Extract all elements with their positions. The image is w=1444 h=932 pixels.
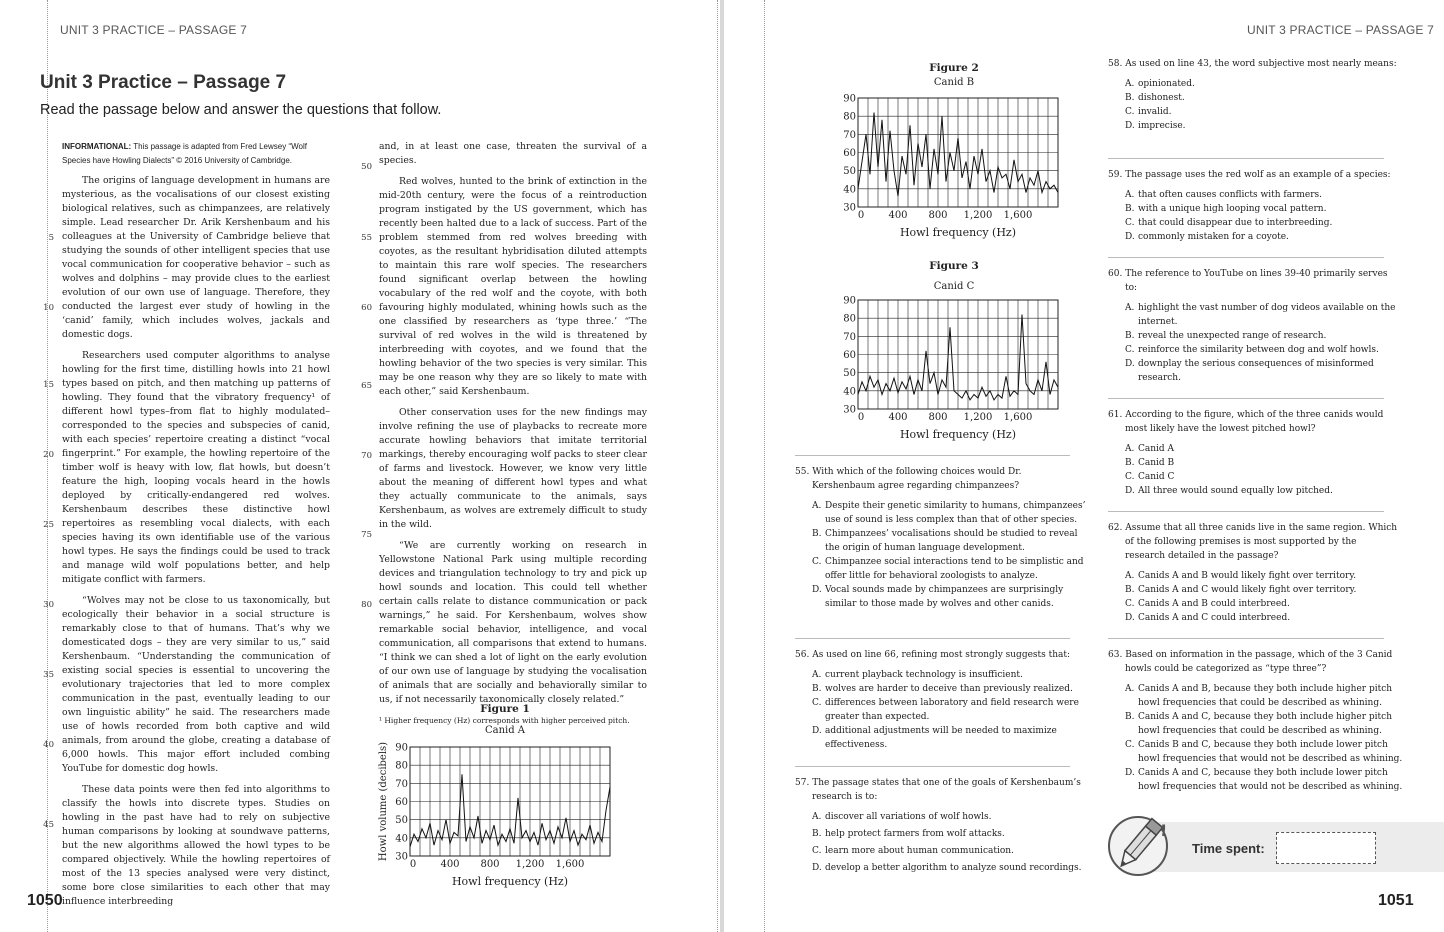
line-number: 70 bbox=[361, 451, 372, 461]
option-letter: C. bbox=[1125, 218, 1135, 228]
question-60 bbox=[1108, 267, 1398, 385]
line-number: 75 bbox=[361, 530, 372, 540]
option-letter: A. bbox=[1125, 303, 1135, 313]
option-letter: D. bbox=[1125, 359, 1135, 369]
figure-subtitle: Canid A bbox=[484, 725, 526, 736]
source-label: INFORMATIONAL: bbox=[62, 142, 132, 151]
figure-1 bbox=[375, 703, 635, 893]
divider bbox=[1108, 398, 1384, 399]
option-text: wolves are harder to deceive than previously realized. bbox=[825, 684, 1073, 694]
question-number: 58. bbox=[1108, 59, 1123, 69]
question-55 bbox=[795, 465, 1087, 611]
option-letter: C. bbox=[812, 846, 822, 856]
option-text: Canids A and C could interbreed. bbox=[1138, 613, 1291, 623]
question-number: 60. bbox=[1108, 269, 1123, 279]
option-text: differences between laboratory and field research were greater than expected. bbox=[825, 698, 1079, 722]
x-tick-label: 0 bbox=[857, 412, 865, 423]
option-text: highlight the vast number of dog videos available on the internet. bbox=[1138, 303, 1396, 327]
option-text: help protect farmers from wolf attacks. bbox=[825, 829, 1005, 839]
answer-option[interactable] bbox=[1108, 301, 1398, 329]
option-letter: C. bbox=[1125, 599, 1135, 609]
answer-option[interactable] bbox=[1108, 456, 1398, 470]
question-stem bbox=[795, 776, 1095, 804]
y-tick-label: 50 bbox=[843, 166, 856, 178]
line-number: 25 bbox=[43, 520, 54, 530]
answer-option[interactable] bbox=[1108, 710, 1404, 738]
option-text: Canid C bbox=[1138, 472, 1175, 482]
option-letter: C. bbox=[1125, 740, 1135, 750]
question-text: As used on line 43, the word subjective most nearly means: bbox=[1125, 59, 1397, 69]
option-text: Canids A and B, because they both include higher pitch howl frequencies that could be described as whining. bbox=[1138, 684, 1393, 708]
option-letter: A. bbox=[1125, 571, 1135, 581]
option-letter: C. bbox=[1125, 472, 1135, 482]
option-letter: D. bbox=[1125, 613, 1135, 623]
answer-option[interactable] bbox=[1108, 611, 1398, 625]
answer-option[interactable] bbox=[1108, 738, 1404, 766]
question-stem bbox=[795, 465, 1087, 493]
question-text: Assume that all three canids live in the same region. Which of the following premises is most supported by the research detailed in the passage? bbox=[1125, 523, 1398, 561]
y-tick-label: 70 bbox=[395, 778, 408, 790]
margin-guide bbox=[764, 0, 765, 932]
time-spent-label: Time spent: bbox=[1192, 841, 1265, 856]
figure-1-chart bbox=[375, 703, 635, 893]
question-59 bbox=[1108, 168, 1398, 244]
option-letter: B. bbox=[1125, 585, 1135, 595]
answer-option[interactable] bbox=[1108, 597, 1398, 611]
option-text: Canids A and B would likely fight over territory. bbox=[1138, 571, 1357, 581]
passage-paragraph: The origins of language development in humans are mysterious, as the vocalisations of our closest existing biological relatives, such as chimpanzees, are relatively simple. Lead researcher Dr. Arik Kershenbaum and his colleagues at the University of Cambridge believe that studying the sounds of other intelligent species that use vocal communication for cooperative behavior – such as wolves and dolphins – may provide clues to the earliest evolution of our own use of language. Therefore, they conducted the largest ever study of howling in the ‘canid’ family, which includes wolves, jackals and domestic dogs. bbox=[62, 175, 330, 340]
question-stem bbox=[1108, 267, 1398, 295]
x-tick-label: 1,200 bbox=[963, 210, 993, 221]
question-56 bbox=[795, 648, 1087, 752]
answer-option[interactable] bbox=[1108, 230, 1398, 244]
question-57 bbox=[795, 776, 1095, 875]
pencil-icon bbox=[1104, 812, 1174, 878]
question-63 bbox=[1108, 648, 1404, 794]
passage-paragraph: Red wolves, hunted to the brink of extinction in the mid-20th century, were the focus of a reintroduction program instigated by the US government, which has recently been halted due to a lack of success. Part of the problem stemmed from red wolves breeding with coyotes, as the resultant hybridisation diluted attempts to maintain this rare wolf species. The researchers found significant overlap between the howling vocabulary of the red wolf and the coyote, with both favouring highly modulated, whining howls such as the one classified by researchers as ‘type three.’ “The survival of red wolves in the wild is threatened by interbreeding with coyotes, and we found that the howling behavior of the two species is very similar. This may be one reason why they are so likely to mate with each other,” said Kershenbaum. bbox=[379, 176, 647, 397]
answer-option[interactable] bbox=[1108, 484, 1398, 498]
divider bbox=[795, 766, 1070, 767]
option-letter: B. bbox=[812, 829, 822, 839]
answer-option[interactable] bbox=[1108, 357, 1398, 385]
answer-option[interactable] bbox=[1108, 188, 1398, 202]
passage-column-1 bbox=[62, 140, 330, 916]
option-letter: C. bbox=[1125, 345, 1135, 355]
answer-option[interactable] bbox=[1108, 119, 1398, 133]
divider bbox=[1108, 638, 1384, 639]
option-text: dishonest. bbox=[1138, 93, 1185, 103]
answer-option[interactable] bbox=[795, 861, 1095, 875]
passage-paragraph: “Wolves may not be close to us taxonomically, but ecologically their behavior in a social structure is remarkably close to that of humans. That’s why we domesticated dogs – they are very similar to us,” said Kershenbaum. “Understanding the communication of existing social species is essential to uncovering the evolutionary trajectories that led to more complex communication in the past, eventually leading to our own linguistic ability” he said. The researchers made use of howls recorded from both captive and wild animals, from around the globe, creating a database of 6,000 howls. This major effort included combing YouTube for domestic dog howls. bbox=[62, 595, 330, 774]
question-number: 62. bbox=[1108, 523, 1123, 533]
option-letter: A. bbox=[812, 812, 822, 822]
divider bbox=[795, 638, 1070, 639]
instruction-text: Read the passage below and answer the questions that follow. bbox=[40, 102, 442, 118]
x-axis-label: Howl frequency (Hz) bbox=[451, 875, 569, 888]
line-number: 10 bbox=[43, 303, 54, 313]
option-text: Canids A and C would likely fight over territory. bbox=[1138, 585, 1357, 595]
answer-option[interactable] bbox=[795, 583, 1087, 611]
y-tick-label: 50 bbox=[843, 368, 856, 380]
x-tick-label: 400 bbox=[888, 210, 908, 221]
left-page bbox=[0, 0, 720, 932]
question-number: 57. bbox=[795, 778, 810, 788]
question-number: 63. bbox=[1108, 650, 1123, 660]
option-text: Canids A and B could interbreed. bbox=[1138, 599, 1290, 609]
y-tick-label: 80 bbox=[843, 111, 856, 123]
question-stem bbox=[1108, 57, 1398, 71]
question-stem bbox=[1108, 168, 1398, 182]
page-title: Unit 3 Practice – Passage 7 bbox=[40, 72, 287, 93]
figure-2 bbox=[834, 62, 1074, 252]
passage-paragraph: These data points were then fed into algorithms to classify the howls into discrete types. Studies on howling in the past have had to rely on subjective human comparisons by looking at soundwave patterns, but the new algorithms allowed the howl types to be compared objectively. While the howling repertoires of most of the 13 species analysed were very distinct, some bore close similarities to each other that may influence interbreeding bbox=[62, 784, 330, 907]
option-text: downplay the serious consequences of misinformed research. bbox=[1138, 359, 1374, 383]
line-number: 20 bbox=[43, 450, 54, 460]
option-letter: C. bbox=[812, 557, 822, 567]
option-letter: B. bbox=[1125, 712, 1135, 722]
option-text: Canids A and C, because they both include higher pitch howl frequencies that could be described as whining. bbox=[1138, 712, 1392, 736]
answer-option[interactable] bbox=[795, 724, 1087, 752]
x-axis-label: Howl frequency (Hz) bbox=[899, 428, 1017, 441]
question-number: 55. bbox=[795, 467, 810, 477]
option-text: All three would sound equally low pitched. bbox=[1138, 486, 1333, 496]
option-text: Canid A bbox=[1138, 444, 1175, 454]
x-tick-label: 1,200 bbox=[963, 412, 993, 423]
option-text: current playback technology is insufficient. bbox=[825, 670, 1023, 680]
answer-option[interactable] bbox=[1108, 77, 1398, 91]
option-letter: D. bbox=[812, 726, 822, 736]
option-text: additional adjustments will be needed to maximize effectiveness. bbox=[825, 726, 1057, 750]
line-number: 30 bbox=[43, 600, 54, 610]
option-letter: A. bbox=[1125, 684, 1135, 694]
option-letter: B. bbox=[1125, 331, 1135, 341]
answer-option[interactable] bbox=[795, 682, 1087, 696]
page-number-right: 1051 bbox=[1378, 892, 1414, 909]
time-spent-input[interactable] bbox=[1276, 832, 1376, 864]
line-number: 55 bbox=[361, 233, 372, 243]
y-tick-label: 30 bbox=[843, 202, 856, 214]
y-tick-label: 80 bbox=[843, 313, 856, 325]
y-tick-label: 40 bbox=[843, 184, 856, 196]
question-number: 59. bbox=[1108, 170, 1123, 180]
y-tick-label: 70 bbox=[843, 331, 856, 343]
figure-subtitle: Canid B bbox=[933, 77, 975, 88]
option-letter: D. bbox=[812, 585, 822, 595]
figure-title: Figure 3 bbox=[929, 260, 979, 272]
y-tick-label: 90 bbox=[843, 295, 856, 307]
question-stem bbox=[1108, 408, 1398, 436]
answer-option[interactable] bbox=[1108, 583, 1398, 597]
x-tick-label: 1,200 bbox=[515, 859, 545, 870]
option-letter: D. bbox=[1125, 486, 1135, 496]
y-tick-label: 80 bbox=[395, 760, 408, 772]
y-tick-label: 40 bbox=[843, 386, 856, 398]
line-number: 50 bbox=[361, 162, 372, 172]
divider bbox=[1108, 511, 1384, 512]
option-letter: D. bbox=[812, 863, 822, 873]
y-tick-label: 90 bbox=[843, 93, 856, 105]
answer-option[interactable] bbox=[1108, 442, 1398, 456]
line-number: 40 bbox=[43, 740, 54, 750]
page-number-left: 1050 bbox=[27, 892, 63, 909]
margin-guide bbox=[47, 0, 48, 932]
question-number: 56. bbox=[795, 650, 810, 660]
divider bbox=[1108, 257, 1384, 258]
question-stem bbox=[795, 648, 1087, 662]
line-number: 65 bbox=[361, 381, 372, 391]
question-text: Based on information in the passage, which of the 3 Canid howls could be categorized as “type three”? bbox=[1125, 650, 1393, 674]
option-text: that could disappear due to interbreeding. bbox=[1138, 218, 1333, 228]
option-letter: A. bbox=[812, 670, 822, 680]
y-tick-label: 60 bbox=[843, 350, 856, 361]
line-number: 35 bbox=[43, 670, 54, 680]
svg-text:!: ! bbox=[1160, 821, 1168, 840]
question-stem bbox=[1108, 521, 1398, 563]
option-text: Canid B bbox=[1138, 458, 1175, 468]
x-axis-label: Howl frequency (Hz) bbox=[899, 226, 1017, 239]
answer-option[interactable] bbox=[795, 527, 1087, 555]
figure-title: Figure 2 bbox=[929, 62, 979, 74]
divider bbox=[795, 455, 1070, 456]
option-text: Chimpanzee social interactions tend to be simplistic and offer little for behavioral zoologists to analyze. bbox=[825, 557, 1084, 581]
answer-option[interactable] bbox=[795, 499, 1087, 527]
option-text: Vocal sounds made by chimpanzees are surprisingly similar to those made by wolves and other canids. bbox=[825, 585, 1064, 609]
option-letter: B. bbox=[1125, 93, 1135, 103]
line-number: 15 bbox=[43, 380, 54, 390]
x-tick-label: 0 bbox=[409, 859, 417, 870]
answer-option[interactable] bbox=[795, 844, 1095, 858]
option-text: that often causes conflicts with farmers. bbox=[1138, 190, 1323, 200]
x-tick-label: 1,600 bbox=[555, 859, 585, 870]
source-text: This passage is adapted from Fred Lewsey “Wolf Species have Howling Dialects” © 2016 University of Cambridge. bbox=[62, 142, 307, 165]
option-letter: B. bbox=[1125, 458, 1135, 468]
x-tick-label: 1,600 bbox=[1003, 210, 1033, 221]
answer-option[interactable] bbox=[1108, 91, 1398, 105]
option-text: imprecise. bbox=[1138, 121, 1186, 131]
option-text: with a unique high looping vocal pattern. bbox=[1138, 204, 1327, 214]
option-letter: A. bbox=[1125, 190, 1135, 200]
answer-option[interactable] bbox=[1108, 105, 1398, 119]
y-tick-label: 60 bbox=[395, 797, 408, 808]
y-tick-label: 40 bbox=[395, 833, 408, 845]
option-letter: C. bbox=[1125, 107, 1135, 117]
option-text: commonly mistaken for a coyote. bbox=[1138, 232, 1289, 242]
option-letter: D. bbox=[1125, 768, 1135, 778]
passage-paragraph: Other conservation uses for the new findings may involve refining the use of playbacks to recreate more accurate howling behaviors that imitate territorial markings, thereby encouraging wolf packs to steer clear of farms and livestock. However, we know very little about the meaning of different howl types and what they actually communicate to the animals, says Kershenbaum, as wolves are extremely difficult to study in the wild. bbox=[379, 407, 647, 530]
y-tick-label: 90 bbox=[395, 742, 408, 754]
answer-option[interactable] bbox=[1108, 202, 1398, 216]
option-letter: B. bbox=[812, 684, 822, 694]
question-62 bbox=[1108, 521, 1398, 625]
y-tick-label: 70 bbox=[843, 129, 856, 141]
y-tick-label: 30 bbox=[843, 404, 856, 416]
option-text: Canids B and C, because they both include lower pitch howl frequencies that would not be described as whining. bbox=[1138, 740, 1403, 764]
y-tick-label: 60 bbox=[843, 148, 856, 159]
running-header: UNIT 3 PRACTICE – PASSAGE 7 bbox=[60, 23, 248, 37]
question-text: The passage states that one of the goals of Kershenbaum’s research is to: bbox=[812, 778, 1081, 802]
footnote: ¹ Higher frequency (Hz) corresponds with higher perceived pitch. bbox=[379, 716, 630, 725]
x-tick-label: 0 bbox=[857, 210, 865, 221]
option-text: Despite their genetic similarity to humans, chimpanzees’ use of sound is less complex than that of other species. bbox=[825, 501, 1086, 525]
y-tick-label: 30 bbox=[395, 851, 408, 863]
line-number: 80 bbox=[361, 600, 372, 610]
passage-paragraph: “We are currently working on research in Yellowstone National Park using multiple recording devices and triangulation technology to try and pick up howl sounds and location. This could tell whether certain calls relate to distance communication or pack warnings,” he said. For Kershenbaum, wolves show remarkable social behavior, intelligence, and vocal communication, all comparisons that extend to humans. “I think we can shed a lot of light on the early evolution of our own use of language by studying the vocalisation of animals that are socially and behaviorally similar to us, if not necessarily taxonomically closely related.” bbox=[379, 540, 647, 705]
x-tick-label: 400 bbox=[888, 412, 908, 423]
line-number: 45 bbox=[43, 820, 54, 830]
answer-option[interactable] bbox=[795, 696, 1087, 724]
figure-2-chart bbox=[834, 62, 1074, 252]
question-text: According to the figure, which of the three canids would most likely have the lowest pitched howl? bbox=[1125, 410, 1384, 434]
x-tick-label: 800 bbox=[928, 412, 948, 423]
option-text: reinforce the similarity between dog and wolf howls. bbox=[1138, 345, 1379, 355]
margin-guide bbox=[717, 0, 718, 932]
time-spent-box bbox=[1104, 812, 1444, 874]
line-number: 5 bbox=[48, 233, 54, 243]
divider bbox=[1108, 158, 1384, 159]
figure-subtitle: Canid C bbox=[933, 281, 975, 292]
option-letter: D. bbox=[1125, 232, 1135, 242]
y-axis-label: Howl volume (decibels) bbox=[378, 741, 389, 862]
answer-option[interactable] bbox=[1108, 216, 1398, 230]
answer-option[interactable] bbox=[1108, 470, 1398, 484]
option-letter: A. bbox=[1125, 79, 1135, 89]
figure-3-chart bbox=[834, 258, 1074, 448]
option-text: reveal the unexpected range of research. bbox=[1138, 331, 1327, 341]
answer-option[interactable] bbox=[795, 555, 1087, 583]
passage-paragraph: and, in at least one case, threaten the survival of a species. bbox=[379, 141, 647, 166]
question-stem bbox=[1108, 648, 1404, 676]
answer-option[interactable] bbox=[1108, 329, 1398, 343]
option-letter: B. bbox=[1125, 204, 1135, 214]
option-letter: C. bbox=[812, 698, 822, 708]
option-letter: A. bbox=[1125, 444, 1135, 454]
option-text: Chimpanzees’ vocalisations should be studied to reveal the origin of human language development. bbox=[825, 529, 1078, 553]
option-text: Canids A and C, because they both include lower pitch howl frequencies that would not be described as whining. bbox=[1138, 768, 1403, 792]
x-tick-label: 400 bbox=[440, 859, 460, 870]
option-letter: A. bbox=[812, 501, 822, 511]
x-tick-label: 1,600 bbox=[1003, 412, 1033, 423]
question-58 bbox=[1108, 57, 1398, 133]
answer-option[interactable] bbox=[1108, 343, 1398, 357]
passage-paragraph: Researchers used computer algorithms to analyse howling for the first time, distilling howls into 21 howl types based on pitch, and then matching up patterns of howling. They found that the vibratory frequency¹ of different howl types–from flat to highly modulated–corresponded to the species and subspecies of canid, with each species’ repertoire creating a distinct “vocal fingerprint.” For example, the howling repertoire of the timber wolf is heavy with low, flat howls, but doesn’t feature the high, looping vocals heard in the howls deployed by critically-endangered red wolves. Kershenbaum describes these distinctive howl repertoires as resembling vocal dialects, with each species having its own identifiable use of the various howl types. He says the findings could be used to track and manage wild wolf populations better, and help mitigate conflict with farmers. bbox=[62, 350, 330, 585]
figure-3 bbox=[834, 258, 1074, 448]
answer-option[interactable] bbox=[795, 668, 1087, 682]
option-text: develop a better algorithm to analyze sound recordings. bbox=[825, 863, 1082, 873]
question-text: The passage uses the red wolf as an example of a species: bbox=[1125, 170, 1391, 180]
question-number: 61. bbox=[1108, 410, 1123, 420]
x-tick-label: 800 bbox=[928, 210, 948, 221]
source-line bbox=[62, 140, 330, 168]
line-number: 60 bbox=[361, 303, 372, 313]
option-text: discover all variations of wolf howls. bbox=[825, 812, 992, 822]
option-text: learn more about human communication. bbox=[825, 846, 1014, 856]
option-letter: B. bbox=[812, 529, 822, 539]
answer-option[interactable] bbox=[1108, 569, 1398, 583]
y-tick-label: 50 bbox=[395, 815, 408, 827]
question-text: The reference to YouTube on lines 39-40 primarily serves to: bbox=[1125, 269, 1388, 293]
x-tick-label: 800 bbox=[480, 859, 500, 870]
question-text: As used on line 66, refining most strongly suggests that: bbox=[812, 650, 1071, 660]
option-text: opinionated. bbox=[1138, 79, 1195, 89]
question-text: With which of the following choices would Dr. Kershenbaum agree regarding chimpanzees? bbox=[812, 467, 1022, 491]
figure-title: Figure 1 bbox=[480, 703, 530, 715]
option-letter: D. bbox=[1125, 121, 1135, 131]
question-61 bbox=[1108, 408, 1398, 498]
option-text: invalid. bbox=[1138, 107, 1172, 117]
answer-option[interactable] bbox=[795, 827, 1095, 841]
answer-option[interactable] bbox=[795, 810, 1095, 824]
answer-option[interactable] bbox=[1108, 682, 1404, 710]
running-header: UNIT 3 PRACTICE – PASSAGE 7 bbox=[1247, 23, 1435, 37]
answer-option[interactable] bbox=[1108, 766, 1404, 794]
passage-column-2 bbox=[379, 140, 647, 733]
